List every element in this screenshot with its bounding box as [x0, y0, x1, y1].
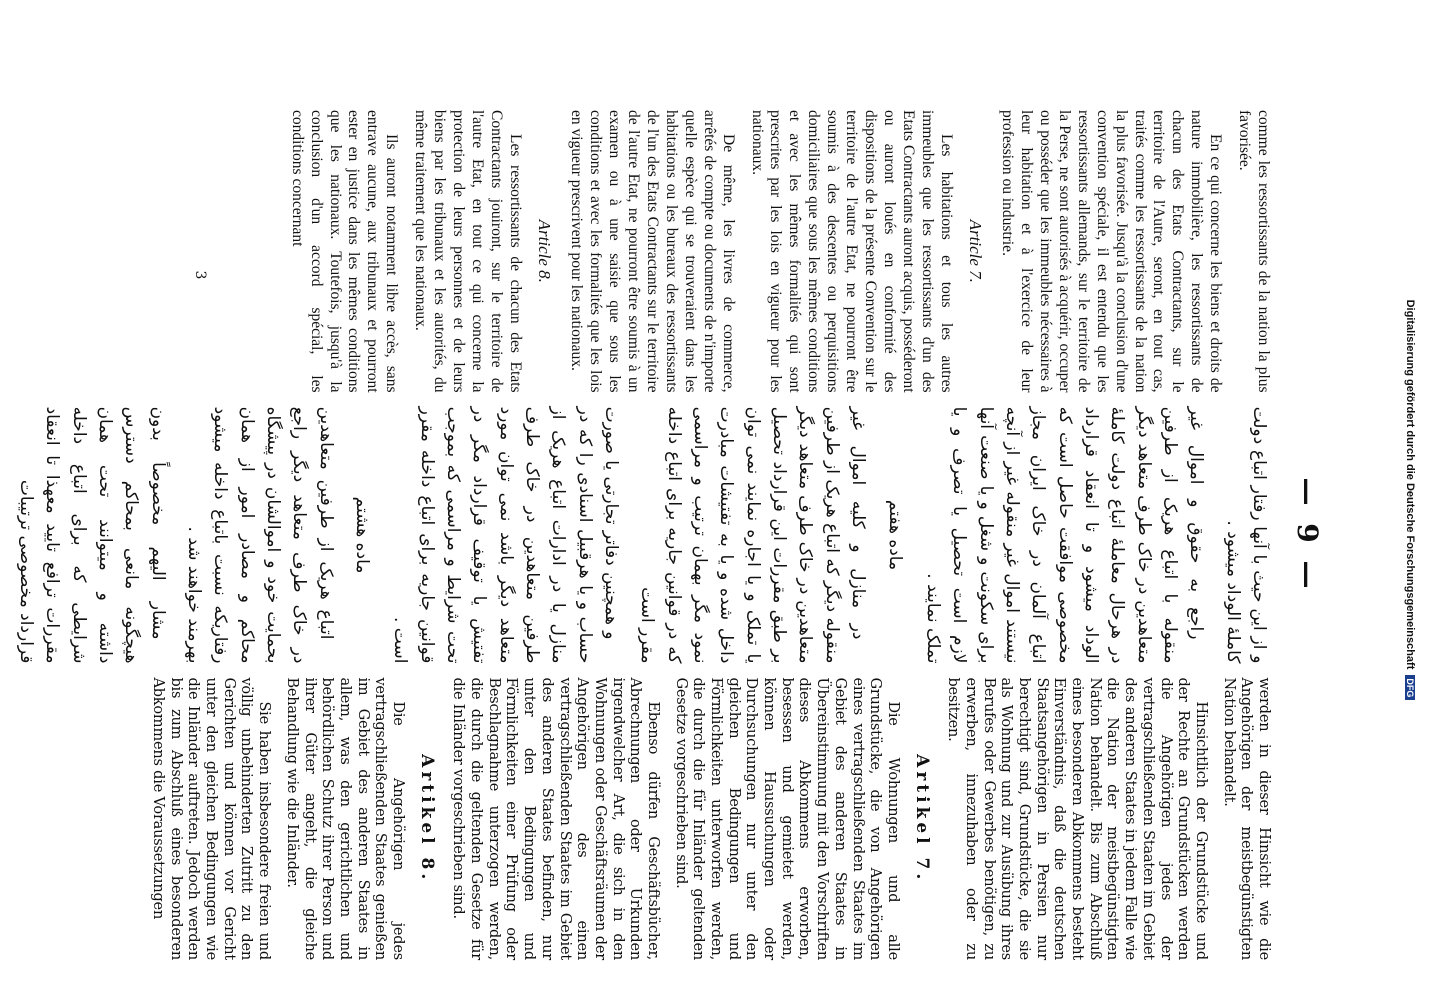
- french-paragraph: Ils auront notamment libre accès, sans entrave aucune, aux tribunaux et pourront ester en justice dans les mêmes conditions que les nationaux. Toutefois, jusqu'à la conclusion d'un accord spécial, les conditions concernant: [288, 110, 401, 393]
- persian-paragraph: اتباع هریک از طرفین متعاهدین در خاک طرف متعاهد دیگر راجع بحمایت خود و اموالشان در پیشگاه محاکم و مصادر امور از همان رفتاریکه نسبت باتباع داخله میشود بهرمند خواهند شد .: [183, 406, 336, 664]
- german-paragraph: werden in dieser Hinsicht wie die Angehörigen der meistbegünstigten Nation behandelt.: [1220, 677, 1272, 960]
- page-number-header: — 9 —: [1291, 477, 1324, 593]
- dfg-logo: DFG: [1405, 675, 1415, 700]
- persian-column: [15, 406, 1272, 664]
- digitization-credit: [1402, 0, 1418, 1000]
- german-article-7-heading: Artikel 7.: [911, 754, 932, 884]
- french-paragraph: comme les ressortissants de la nation la plus favorisée.: [1236, 110, 1272, 393]
- german-paragraph: Die Angehörigen jedes vertragschließenden Staates genießen im Gebiet des anderen Staates in allem, was den gerichtlichen und behördlichen Schutz ihrer Person und ihrer Güter angeht, die gleiche Behandlung wie die Inländer.: [283, 677, 406, 960]
- german-paragraph: Ebenso dürfen Geschäftsbücher, Abrechnungen oder Urkunden irgendwelcher Art, die sich in den Wohnungen oder Geschäftsräumen der Angehörigen des einen vertragschließenden Staates im Gebiet des anderen Staates befinden, nur unter den Bedingungen und Förmlichkeiten einer Prüfung oder Beschlagnahme unterzogen werden, die durch die geltenden Gesetze für die Inländer vorgeschrieben sind.: [450, 677, 661, 960]
- french-paragraph: En ce qui concerne les biens et droits de nature immobilière, les ressortissants de chacun des Etats Contractants, sur le territoire de l'Autre, seront, en tout cas, traités comme les ressortissants de la nation la plus favorisée. Jusqu'à la conclusion d'une convention spéciale, il est entendu que les ressortissants allemands, sur le territoire de la Perse, ne sont autorisés à acquérir, occuper ou posséder que les immeubles nécessaires à leur habitation et à l'exercice de leur profession ou industrie.: [999, 110, 1225, 393]
- german-column: [150, 677, 1272, 960]
- digitization-note: Digitalisierung gefördert durch die Deutsche Forschungsgemeinschaft: [1404, 299, 1416, 670]
- persian-paragraph: در منازل و کلیه اموال غیر منقوله دیگر که اتباع هریک از طرفین متعاهدین در خاک طرف متعاهد دیگر بر طبق مقررات این قرارداد تحصیل یا تملک و یا اجاره نمایند نمی توان داخل شده و یا به تفتیشات مبادرت نمود مگر بهمان ترتیب و مراسمی که در قوانین جاریه برای اتباع داخله مقرر است: [637, 406, 869, 664]
- french-article-8-heading: Article 8.: [535, 219, 555, 283]
- french-paragraph: Les habitations et tous les autres immeubles que les ressortissants d'un des Etats Contractants auront acquis, posséderont ou auront loués en conformité des dispositions de la présente Convention sur le territoire de l'autre Etat, ne pourront être soumis à des descentes ou perquisitions domiciliaires que sous les mêmes conditions et avec les mêmes formalités qui sont prescrites par les lois en vigueur pour les nationaux.: [748, 110, 955, 393]
- persian-article-7-heading: ماده هفتم: [884, 499, 905, 571]
- german-article-8-heading: Artikel 8.: [416, 754, 437, 884]
- french-paragraph: De même, les livres de commerce, arrêtés de compte ou documents de n'importe quelle espèce qui se trouveraient dans les habitations ou les bureaux des ressortissants de l'un des Etats Contractants sur le territoire de l'autre Etat, ne pourront être soumis à un examen ou à une saisie que sous les conditions et avec les formalités que les lois en vigueur prescrivent pour les nationaux.: [568, 110, 737, 393]
- german-paragraph: Sie haben insbesondere freien und völlig unbehinderten Zutritt zu den Gerichten und können vor Gericht unter den gleichen Bedingungen wie die Inländer auftreten. Jedoch werden bis zum Abschluß eines besonderen Abkommens die Voraussetzungen: [150, 677, 273, 960]
- german-paragraph: Die Wohnungen und alle Grundstücke, die von Angehörigen eines vertragschließenden Staates im Gebiet des anderen Staates in Übereinstimmung mit den Vorschriften dieses Abkommens erworben, besessen und gemietet werden, können Haussuchungen oder Durchsuchungen nur unter den gleichen Bedingungen und Förmlichkeiten unterworfen werden, die durch die für Inländer geltenden Gesetze vorgeschrieben sind.: [672, 677, 901, 960]
- persian-paragraph: مشار الیهم مخصوصاً بدون هیچگونه مانعی بمحاکم دسترس داشته و میتوانند تحت همان شرایطی که برای اتباع داخله مقررات ترافع تایید معهذا تا انعقاد قرارداد مخصوصی ترتیبات: [15, 406, 168, 664]
- persian-paragraph: و همچنین دفاتر تجارتی یا صورت حساب و یا هرقبیل اسنادی را که در منازل یا در ادارات اتباع هریک از طرفین متعاهدین در خاک طرف متعاهد دیگر باشد نمی توان مورد تفتیش یا توقیف قرارداد مگر در تحت شرایط و مراسمی که بموجب قوانین جاریه برای اتباع داخله مقرر است .: [390, 406, 622, 664]
- french-column: [212, 110, 1272, 393]
- persian-paragraph: و از این حیث با آنها رفتار اتباع دولت کاملهٔ الوداد میشود .: [1222, 406, 1269, 664]
- french-article-7-heading: Article 7.: [966, 219, 986, 283]
- french-paragraph: Les ressortissants de chacun des Etats Contractants jouiront, sur le territoire de l'autre Etat, en tout ce qui concerne la protection de leurs personnes et de leurs biens par les tribunaux et les autorités, du même traitement que les nationaux.: [412, 110, 524, 393]
- page-mark: 3: [192, 270, 208, 280]
- persian-article-8-heading: ماده هشتم: [352, 496, 372, 574]
- persian-paragraph: راجع به حقوق و اموال غیر منقوله با اتباع هریک از طرفین متعاهدین در خاک طرف متعاهد دیگر در هرحال معاملهٔ اتباع دولت کاملهٔ الوداد میشود و تا انعقاد قرارداد مخصوصی موافقت حاصل است که اتباع آلمان در خاک ایران مجاز نیستند اموال غیر منقوله غیر از آنچه برای سکونت و شغل و یا صنعت آنها لازم است تحصیل یا تصرف و یا تملک نمایند .: [922, 406, 1207, 664]
- text-columns: [15, 110, 1272, 960]
- german-paragraph: Hinsichtlich der Grundstücke und der Rechte an Grundstücken werden die Angehörigen jedes der vertragschließenden Staaten im Gebiet des anderen Staates in jedem Falle wie die Nation der meistbegünstigten Nation behandelt. Bis zum Abschluß eines besonderen Abkommens besteht Einverständnis, daß die deutschen Staatsangehörigen in Persien nur berechtigt sind, Grundstücke, die sie als Wohnung und zur Ausübung ihres Berufes oder Gewerbes benötigen, zu erwerben, innezuhaben oder zu besitzen.: [945, 677, 1209, 960]
